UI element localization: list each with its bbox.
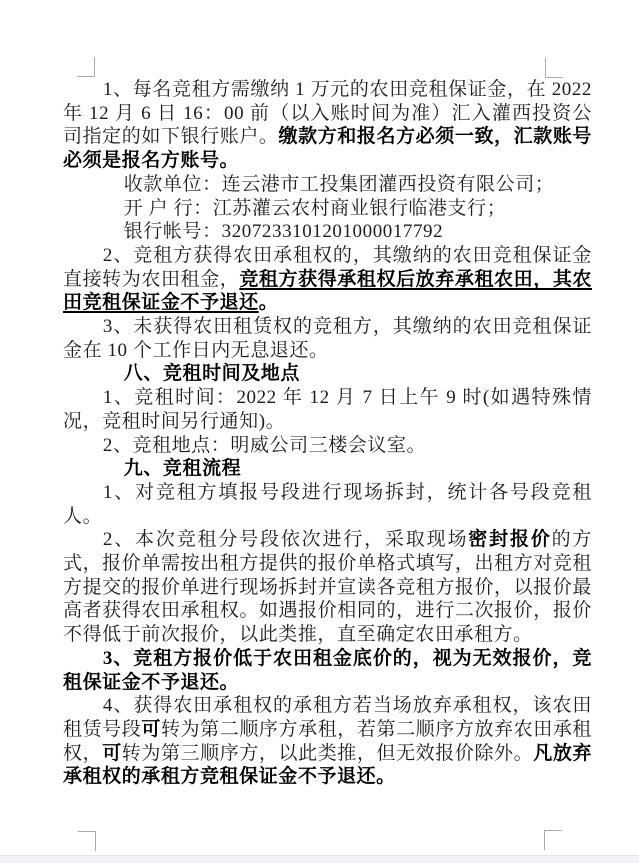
para-process-1 xyxy=(63,481,592,528)
para-bid-location xyxy=(63,434,592,458)
para-deposit-payment-segment: 缴款方和报名方必须一致，汇款账号必须是报名方账号。 xyxy=(63,126,592,172)
para-process-4 xyxy=(63,694,592,789)
heading-section-9-segment: 九、竞租流程 xyxy=(123,458,242,480)
para-process-3 xyxy=(63,647,592,694)
para-deposit-refund xyxy=(63,315,592,362)
crop-mark-bottom-right-icon xyxy=(544,830,562,850)
heading-section-9 xyxy=(63,457,592,481)
para-deposit-payment xyxy=(63,78,592,173)
para-process-2-segment: 2、本次竞租分号段依次进行，采取现场 xyxy=(102,529,469,551)
crop-mark-top-right-icon xyxy=(545,58,563,78)
para-deposit-refund-segment: 3、未获得农田租赁权的竞租方，其缴纳的农田竞租保证金在 10 个工作日内无息退还。 xyxy=(63,316,592,361)
heading-section-8-segment: 八、竞租时间及地点 xyxy=(123,363,300,385)
para-bid-time-segment: 1、竞租时间：2022 年 12 月 7 日上午 9 时(如遇特殊情况，竞租时间另行通知)。 xyxy=(63,387,592,432)
para-process-1-segment: 1、对竞租方填报号段进行现场拆封，统计各号段竞租人。 xyxy=(63,481,592,527)
crop-mark-top-left-icon xyxy=(77,57,95,77)
para-bank-account-segment: 银行帐号：3207233101201000017792 xyxy=(123,221,444,243)
heading-section-8 xyxy=(63,362,592,386)
para-bank-name-segment: 开 户 行：江苏灌云农村商业银行临港支行； xyxy=(123,197,507,219)
para-process-4-segment: 转为第二顺序方承租，若第二顺序方放弃农田承租权， xyxy=(63,718,592,764)
para-deposit-transfer xyxy=(63,244,592,315)
para-payee-name xyxy=(63,173,592,197)
para-process-2-segment: 密封报价 xyxy=(468,529,552,551)
para-deposit-payment-segment: 1、每名竞租方需缴纳 1 万元的农田竞租保证金，在 2022 年 12 月 6 日 16：00 前（以入账时间为准）汇入灌西投资公司指定的如下银行账户。 xyxy=(63,79,592,148)
para-deposit-transfer-segment: 竞租方获得承租权后放弃承租农田，其农田竞租保证金不予退还 xyxy=(63,268,592,314)
para-process-4-segment: 凡放弃承租权的承租方竞租保证金不予退还。 xyxy=(63,742,592,788)
para-deposit-transfer-segment: 2、竞租方获得农田承租权的，其缴纳的农田竞租保证金直接转为农田租金， xyxy=(63,244,592,290)
para-process-4-segment: 可 xyxy=(102,742,122,764)
para-bid-time xyxy=(63,386,592,433)
para-bank-account xyxy=(63,220,592,244)
para-process-3-segment: 3、竞租方报价低于农田租金底价的，视为无效报价，竞租保证金不予退还。 xyxy=(63,647,592,693)
para-process-4-segment: 可 xyxy=(141,718,161,740)
crop-mark-bottom-left-icon xyxy=(78,831,96,851)
para-payee-name-segment: 收款单位：连云港市工投集团灌西投资有限公司； xyxy=(123,173,555,195)
para-deposit-transfer-segment: 。 xyxy=(258,292,279,314)
para-bid-location-segment: 2、竞租地点：明威公司三楼会议室。 xyxy=(102,434,427,456)
document-body xyxy=(63,78,592,789)
para-process-4-segment: 转为第三顺序方，以此类推，但无效报价除外。 xyxy=(121,742,534,764)
para-process-4-segment: 4、获得农田承租权的承租方若当场放弃承租权，该农田租赁号段 xyxy=(63,695,592,740)
horizontal-scrollbar-track[interactable] xyxy=(0,855,639,863)
para-process-2 xyxy=(63,528,592,647)
para-process-2-segment: 的方式，报价单需按出租方提供的报价单格式填写，出租方对竞租方提交的报价单进行现场拆封并宣读各竞租方报价，以报价最高者获得农田承租权。如遇报价相同的，进行二次报价，报价不得低于前次报价，以此类推，直至确定农田承租方。 xyxy=(63,529,593,646)
para-bank-name xyxy=(63,197,592,221)
